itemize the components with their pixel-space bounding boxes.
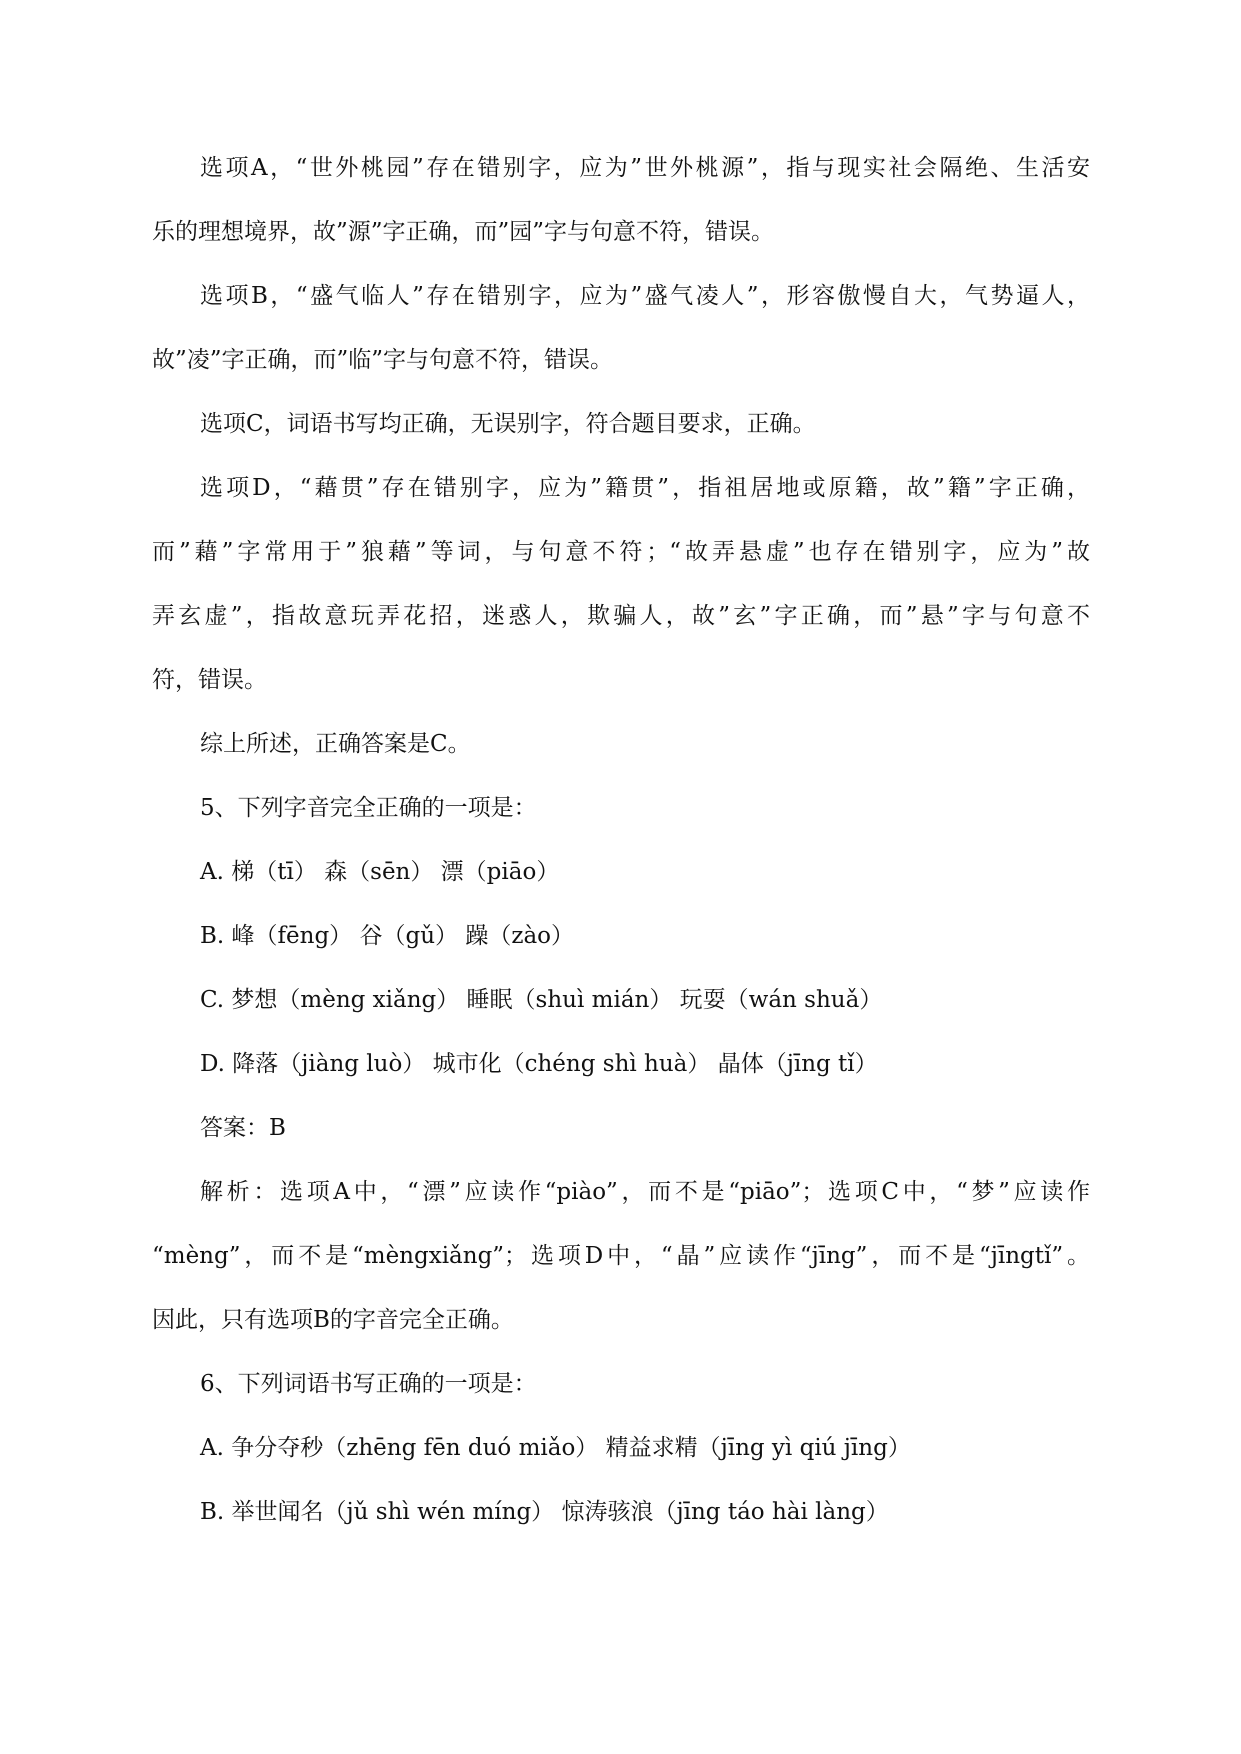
answer-line: 答案：B	[200, 1115, 286, 1141]
explanation-line: 解析：选项A中，“漂”应读作“piào”，而不是“piāo”；选项C中，“梦”应读作	[200, 1179, 1090, 1205]
question-5-option-d: D. 降落（jiàng luò） 城市化（chéng shì huà） 晶体（jīng tǐ）	[200, 1051, 878, 1077]
question-5-option-a: A. 梯（tī） 森（sēn） 漂（piāo）	[200, 859, 560, 885]
question-6-title: 6、下列词语书写正确的一项是：	[200, 1371, 537, 1397]
question-5-option-b: B. 峰（fēng） 谷（gǔ） 躁（zào）	[200, 923, 575, 949]
paragraph-line: 故”凌”字正确，而”临”字与句意不符，错误。	[152, 347, 614, 373]
paragraph-line: 选项B，“盛气临人”存在错别字，应为”盛气凌人”，形容傲慢自大，气势逼人，	[200, 283, 1090, 309]
paragraph-line: 选项C，词语书写均正确，无误别字，符合题目要求，正确。	[200, 411, 816, 437]
question-6-option-a: A. 争分夺秒（zhēng fēn duó miǎo） 精益求精（jīng yì qiú jīng）	[200, 1435, 911, 1461]
paragraph-line: 而”藉”字常用于”狼藉”等词，与句意不符；“故弄悬虚”也存在错别字，应为”故	[152, 539, 1090, 565]
paragraph-line: 选项A，“世外桃园”存在错别字，应为”世外桃源”，指与现实社会隔绝、生活安	[200, 155, 1090, 181]
paragraph-line: 选项D，“藉贯”存在错别字，应为”籍贯”，指祖居地或原籍，故”籍”字正确，	[200, 475, 1090, 501]
question-6-option-b: B. 举世闻名（jǔ shì wén míng） 惊涛骇浪（jīng táo hài làng）	[200, 1499, 889, 1525]
paragraph-line: 符，错误。	[152, 667, 267, 693]
paragraph-line: 乐的理想境界，故”源”字正确，而”园”字与句意不符，错误。	[152, 219, 775, 245]
explanation-line: 因此，只有选项B的字音完全正确。	[152, 1307, 514, 1333]
paragraph-line: 弄玄虚”，指故意玩弄花招，迷惑人，欺骗人，故”玄”字正确，而”悬”字与句意不	[152, 603, 1090, 629]
explanation-line: “mèng”，而不是“mèngxiǎng”；选项D中，“晶”应读作“jīng”，而不是“jīngtǐ”。	[152, 1243, 1090, 1269]
question-5-option-c: C. 梦想（mèng xiǎng） 睡眠（shuì mián） 玩耍（wán shuǎ）	[200, 987, 883, 1013]
question-5-title: 5、下列字音完全正确的一项是：	[200, 795, 537, 821]
summary-line: 综上所述，正确答案是C。	[200, 731, 471, 757]
